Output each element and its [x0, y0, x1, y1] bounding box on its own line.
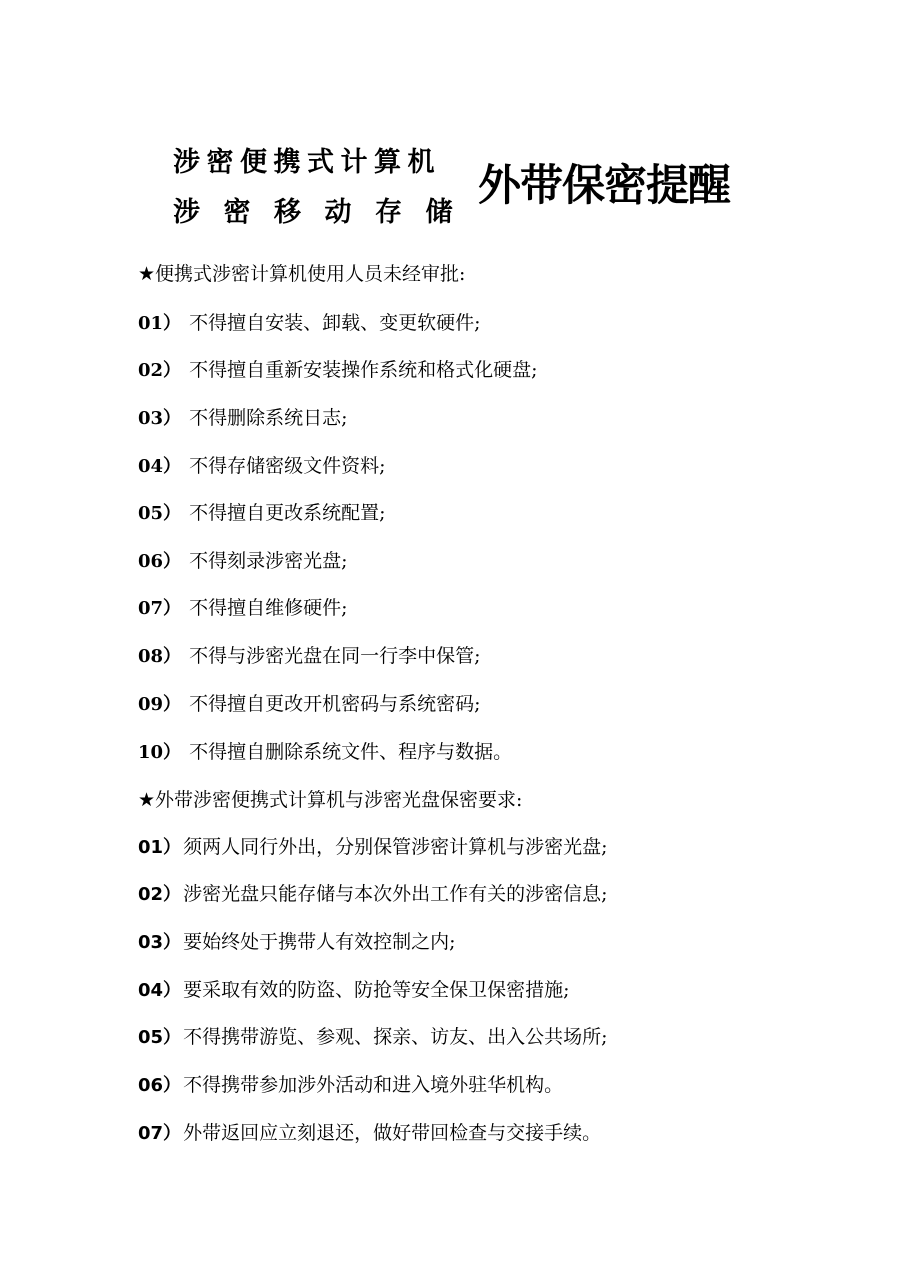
section-b-heading-text: 外带涉密便携式计算机与涉密光盘保密要求:: [155, 789, 523, 811]
list-item: [138, 689, 480, 719]
list-item: [138, 355, 537, 385]
list-item: [138, 975, 569, 1005]
list-item: [138, 546, 347, 576]
item-text: 不得携带参加涉外活动和进入境外驻华机构。: [183, 1074, 564, 1096]
section-a-heading-text: 便携式涉密计算机使用人员未经审批:: [155, 263, 466, 285]
star-icon: ★: [138, 789, 156, 811]
list-item: [138, 927, 455, 957]
item-number: 04）: [138, 456, 182, 477]
list-item: [138, 308, 480, 338]
item-number: 03）: [138, 932, 182, 953]
item-number: 02）: [138, 360, 182, 381]
section-a-heading: [138, 259, 465, 289]
item-text: 不得擅自重新安装操作系统和格式化硬盘;: [189, 359, 538, 381]
title-block: [0, 0, 909, 240]
item-text: 不得存储密级文件资料;: [189, 455, 386, 477]
item-number: 03）: [138, 408, 182, 429]
list-item: [138, 403, 347, 433]
item-text: 不得擅自维修硬件;: [189, 597, 348, 619]
item-number: 07）: [138, 1123, 182, 1144]
title-main: 外带保密提醒: [478, 161, 730, 211]
list-item: [138, 832, 607, 862]
list-item: [138, 451, 385, 481]
item-number: 01）: [138, 313, 182, 334]
item-number: 06）: [138, 1075, 182, 1096]
item-text: 不得携带游览、参观、探亲、访友、出入公共场所;: [183, 1026, 608, 1048]
item-text: 涉密光盘只能存储与本次外出工作有关的涉密信息;: [183, 883, 608, 905]
list-item: [138, 498, 385, 528]
list-item: [138, 1022, 607, 1052]
item-text: 须两人同行外出，分别保管涉密计算机与涉密光盘;: [183, 836, 608, 858]
list-item: [138, 737, 512, 767]
list-item: [138, 879, 607, 909]
item-text: 不得与涉密光盘在同一行李中保管;: [189, 645, 481, 667]
item-text: 不得擅自更改系统配置;: [189, 502, 386, 524]
item-number: 05）: [138, 1027, 182, 1048]
item-text: 要采取有效的防盗、防抢等安全保卫保密措施;: [183, 979, 570, 1001]
item-number: 05）: [138, 503, 182, 524]
item-text: 不得刻录涉密光盘;: [189, 550, 348, 572]
item-number: 01）: [138, 837, 182, 858]
item-number: 06）: [138, 551, 182, 572]
list-item: [138, 1070, 563, 1100]
item-number: 10）: [138, 742, 182, 763]
item-number: 02）: [138, 884, 182, 905]
list-item: [138, 1118, 601, 1148]
item-number: 09）: [138, 694, 182, 715]
item-text: 要始终处于携带人有效控制之内;: [183, 931, 456, 953]
item-number: 04）: [138, 980, 182, 1001]
title-left-line-2: 涉密移动存储: [173, 197, 476, 228]
item-number: 08）: [138, 646, 182, 667]
star-icon: ★: [138, 263, 156, 285]
title-left-line-1: 涉密便携式计算机: [173, 147, 441, 178]
list-item: [138, 641, 480, 671]
item-text: 外带返回应立刻退还，做好带回检查与交接手续。: [183, 1122, 602, 1144]
item-text: 不得擅自删除系统文件、程序与数据。: [189, 741, 513, 763]
section-b-heading: [138, 785, 522, 815]
list-item: [138, 593, 347, 623]
item-text: 不得擅自更改开机密码与系统密码;: [189, 693, 481, 715]
item-text: 不得删除系统日志;: [189, 407, 348, 429]
item-text: 不得擅自安装、卸载、变更软硬件;: [189, 312, 481, 334]
item-number: 07）: [138, 598, 182, 619]
